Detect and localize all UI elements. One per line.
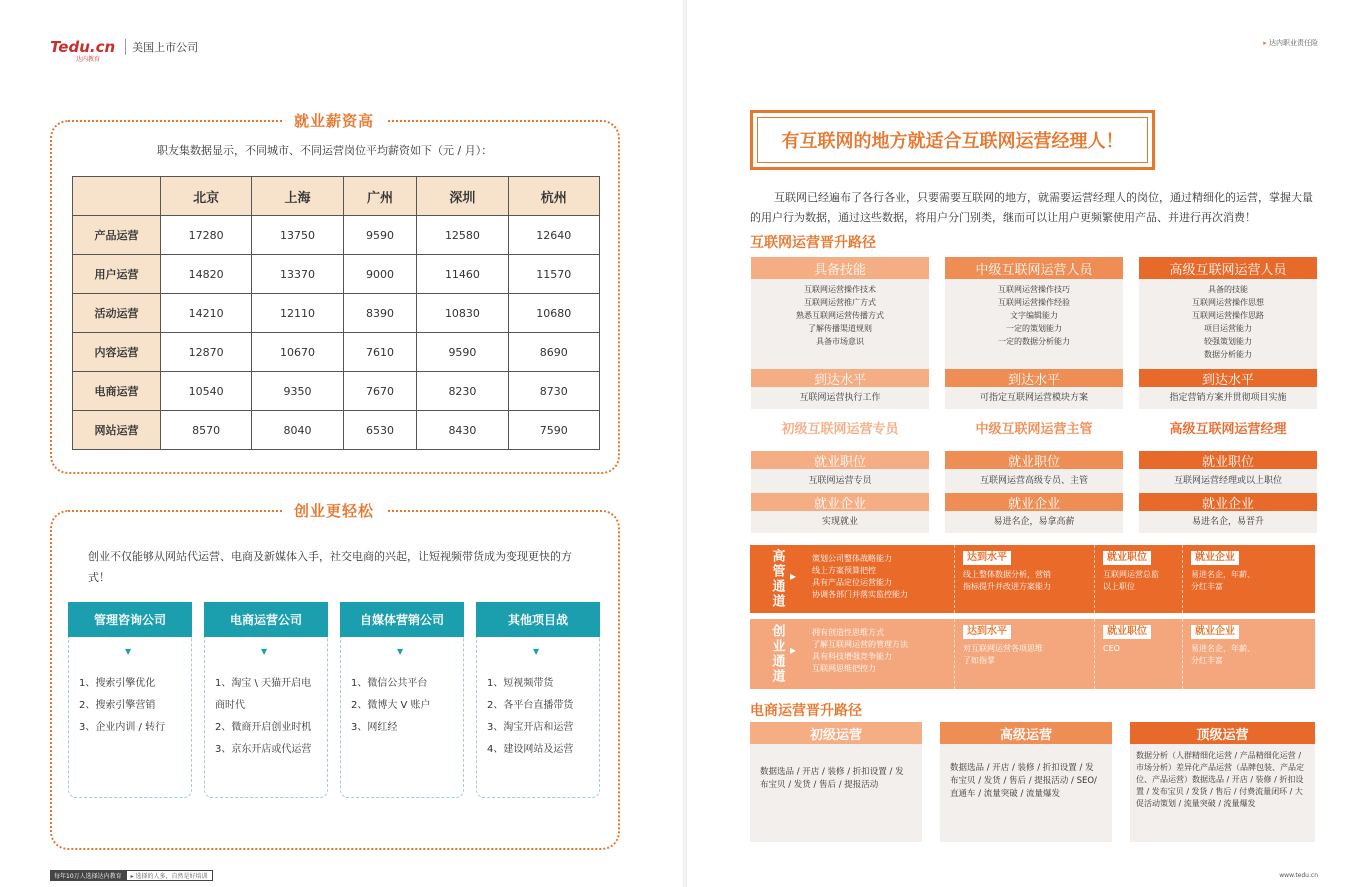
table-row: 用户运营 14820 13370 9000 11460 11570	[73, 255, 600, 294]
city-header: 深圳	[417, 177, 508, 216]
table-row: 电商运营 10540 9350 7670 8230 8730	[73, 372, 600, 411]
brand-sub: 达内教育	[76, 56, 101, 63]
startup-intro: 创业不仅能够从网站代运营、电商及新媒体入手，社交电商的兴起，让短视频带货成为变现更快的方式！	[88, 550, 572, 584]
exec-channel: 高管通道 ▸ 策划公司整体战略能力 线上方案预算把控 具有产品定位运营能力 协调各部门并落实监控能力 达到水平 线上整体数据分析，营销 指标提升并改进方案能力 就业职位 互联网运营总监 以上职位 就业企业 易进名企，年薪、 分红丰富	[750, 545, 1315, 613]
ecom-col-1: 初级运营 数据选品 / 开店 / 装修 / 折扣设置 / 发布宝贝 / 发货 / 售后 / 提报活动	[750, 722, 922, 842]
footer-left: 每年10万人选择达内教育 ▸ 选择的人多，自然是好培训	[50, 870, 213, 881]
card-selfmedia: 自媒体营销公司 ▼ 1、微信公共平台 2、微博大 V 账户 3、网红经	[340, 602, 464, 798]
table-row: 内容运营 12870 10670 7610 9590 8690	[73, 333, 600, 372]
table-row: 产品运营 17280 13750 9590 12580 12640	[73, 216, 600, 255]
startup-cards	[68, 602, 600, 798]
path-col-3: 高级互联网运营人员 具备的技能 互联网运营操作思想 互联网运营操作思路 项目运营能力 较强策划能力 数据分析能力 到达水平 指定营销方案并贯彻项目实施 高级互联网运营经理 就业职位 互联网运营经理或以上职位 就业企业 易进名企，易晋升	[1139, 257, 1317, 533]
city-header: 上海	[252, 177, 343, 216]
company-tag: 美国上市公司	[132, 41, 199, 54]
city-header: 广州	[343, 177, 417, 216]
book-spine	[683, 0, 687, 887]
table-row: 网站运营 8570 8040 6530 8430 7590	[73, 411, 600, 450]
startup-channel: 创业通道 ▸ 拥有创造性思维方式 了解互联网运营的管理方法 具有科技增强竞争能力 互联网思维把控力 达到水平 对互联网运营各项思维 了如指掌 就业职位 CEO 就业企业 易进名企，年薪、 分红丰富	[750, 619, 1315, 689]
card-consulting: 管理咨询公司 ▼ 1、搜索引擎优化 2、搜索引擎营销 3、企业内训 / 转行	[68, 602, 192, 798]
salary-title: 就业薪资高	[282, 110, 386, 131]
arrow-down-icon: ▼	[397, 647, 404, 656]
header-right: ▸ 达内职业责任险	[1263, 38, 1318, 48]
intro-paragraph: 互联网已经遍布了各行各业，只要需要互联网的地方，就需要运营经理人的岗位，通过精细化的运营，掌握大量的用户行为数据，通过这些数据，将用户分门别类，继而可以让用户更频繁使用产品、并进行再次消费！	[750, 191, 1313, 224]
brand-logo: Tedu.cn	[50, 38, 116, 56]
salary-table	[72, 176, 600, 450]
table-row: 活动运营 14210 12110 8390 10830 10680	[73, 294, 600, 333]
path-col-1: 具备技能 互联网运营操作技术 互联网运营推广方式 熟悉互联网运营传播方式 了解传播渠道规则 具备市场意识 到达水平 互联网运营执行工作 初级互联网运营专员 就业职位 互联网运营专员 就业企业 实现就业	[751, 257, 929, 533]
footer-right: www.tedu.cn	[1279, 872, 1318, 879]
ecom-title: 电商运营晋升路径	[750, 703, 862, 719]
card-other: 其他项目战 ▼ 1、短视频带货 2、各平台直播带货 3、淘宝开店和运营 4、建设网站及运营	[476, 602, 600, 798]
arrow-down-icon: ▼	[125, 647, 132, 656]
city-header: 杭州	[508, 177, 599, 216]
banner: 有互联网的地方就适合互联网运营经理人！	[750, 110, 1155, 170]
path-col-2: 中级互联网运营人员 互联网运营操作技巧 互联网运营操作经验 文字编辑能力 一定的策划能力 一定的数据分析能力 到达水平 可指定互联网运营模块方案 中级互联网运营主管 就业职位 互联网运营高级专员、主管 就业企业 易进名企，易拿高薪	[945, 257, 1123, 533]
ecom-col-2: 高级运营 数据选品 / 开店 / 装修 / 折扣设置 / 发布宝贝 / 发货 / 售后 / 提报活动 / SEO/ 直通车 / 流量突破 / 流量爆发	[940, 722, 1112, 842]
logo	[50, 38, 199, 63]
salary-intro: 职友集数据显示，不同城市、不同运营岗位平均薪资如下（元 / 月）：	[157, 144, 493, 157]
card-ecommerce: 电商运营公司 ▼ 1、淘宝 \ 天猫开启电商时代 2、微商开启创业时机 3、京东开店或代运营	[204, 602, 328, 798]
ecom-col-3: 顶级运营 数据分析（人群精细化运营 / 产品精细化运营 / 市场分析）差异化产品运营（品牌包装、产品定位、产品运营）数据选品 / 开店 / 装修 / 折扣设置 / 发布宝贝 / 发货 / 售后 / 付费流量闭环 / 大促活动策划 / 流量突破 / 流量爆发	[1130, 722, 1315, 842]
arrow-down-icon: ▼	[533, 647, 540, 656]
city-header: 北京	[161, 177, 252, 216]
arrow-down-icon: ▼	[261, 647, 268, 656]
startup-title: 创业更轻松	[282, 500, 386, 521]
path-title: 互联网运营晋升路径	[750, 235, 876, 251]
